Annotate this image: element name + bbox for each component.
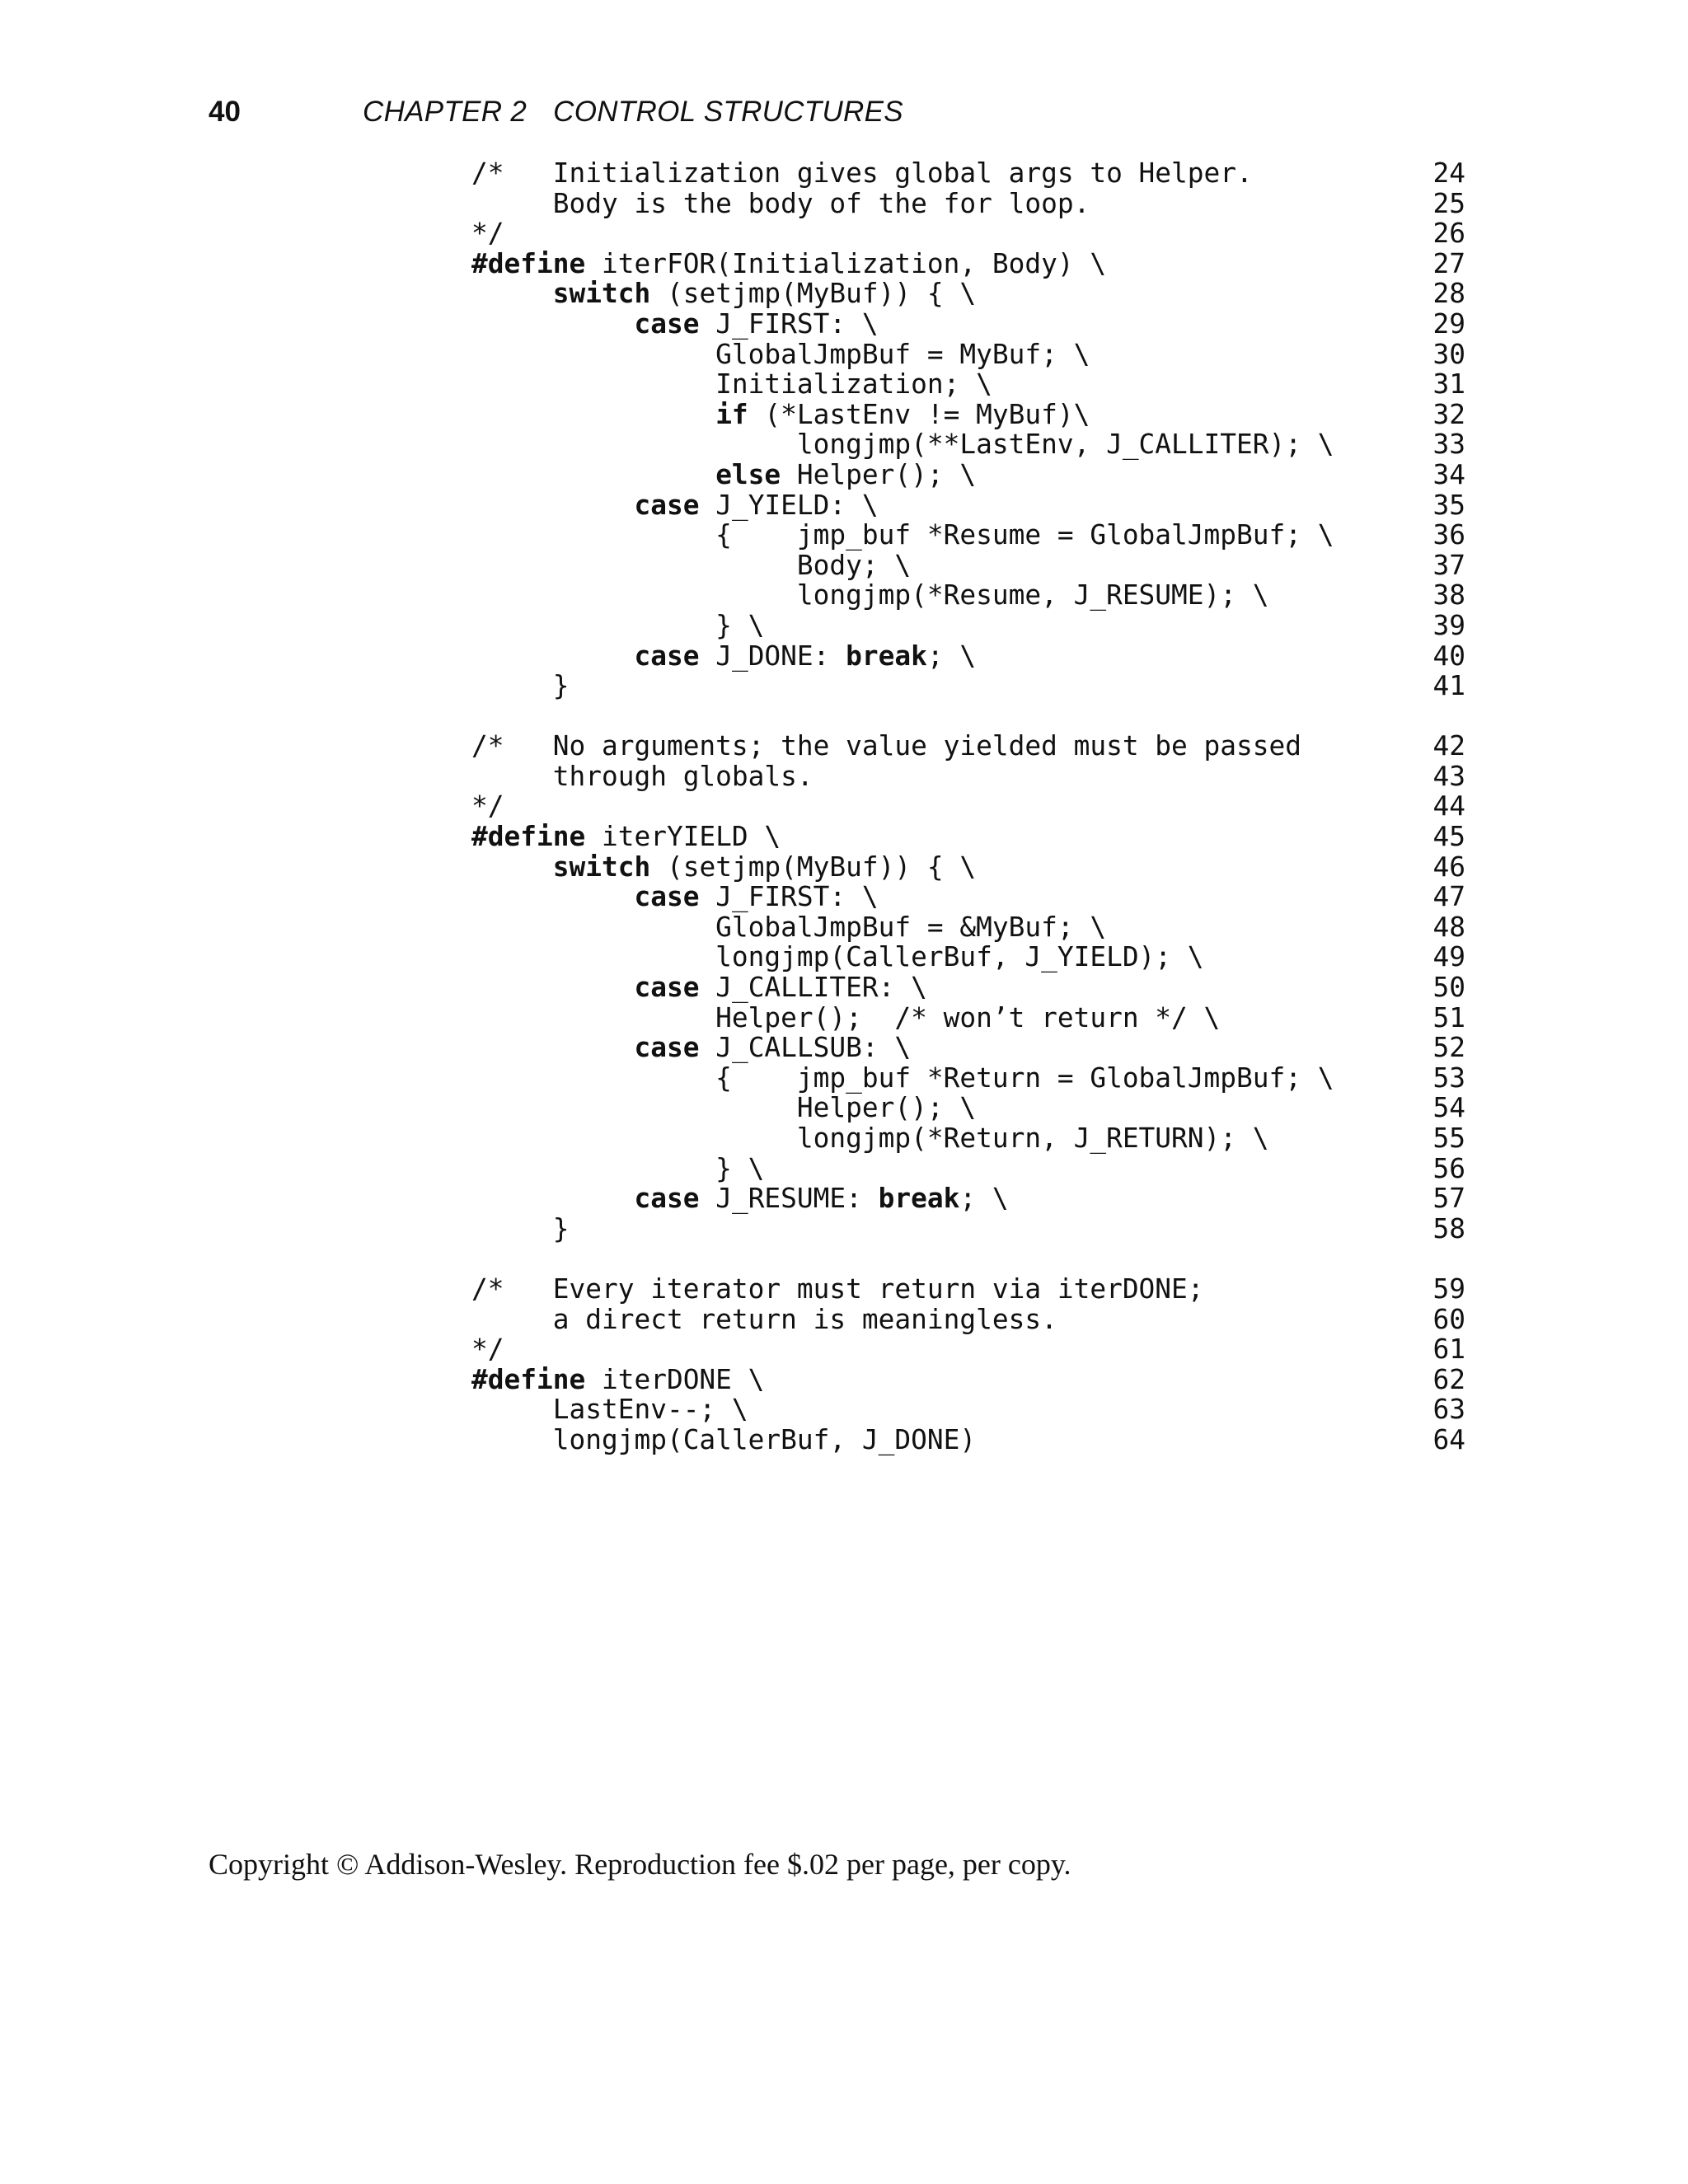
code-line (471, 1394, 1465, 1425)
code-text (471, 731, 1301, 762)
code-text (471, 580, 1269, 611)
code-text (471, 1305, 1057, 1335)
code-token: } \ (471, 609, 765, 641)
line-number: 63 (1432, 1394, 1465, 1426)
code-token (471, 459, 715, 490)
code-text (471, 1154, 764, 1184)
code-token: } \ (471, 1152, 765, 1184)
code-keyword: else (715, 458, 781, 490)
code-text (471, 1093, 976, 1123)
line-number: 50 (1432, 972, 1465, 1004)
code-keyword: #define (471, 821, 586, 853)
line-number: 35 (1432, 489, 1465, 521)
line-number: 34 (1432, 458, 1465, 490)
code-token: } (471, 670, 570, 702)
line-number: 51 (1432, 1001, 1465, 1033)
code-line (471, 641, 1465, 672)
code-text (471, 279, 976, 309)
code-text (471, 611, 764, 641)
line-number: 58 (1432, 1212, 1465, 1244)
code-token: longjmp(*Return, J_RETURN); \ (471, 1122, 1269, 1154)
code-line (471, 340, 1465, 370)
code-text (471, 400, 1090, 430)
code-line (471, 1305, 1465, 1335)
code-keyword: switch (552, 278, 651, 310)
code-token: */ (471, 790, 504, 823)
code-keyword: #define (471, 247, 586, 279)
code-token: J_FIRST: \ (699, 307, 879, 340)
code-token: LastEnv--; \ (471, 1394, 748, 1426)
line-number: 41 (1432, 670, 1465, 702)
line-number: 62 (1432, 1363, 1465, 1395)
code-text (471, 791, 504, 822)
line-number: 49 (1432, 941, 1465, 973)
code-text (471, 1033, 911, 1063)
line-number: 60 (1432, 1303, 1465, 1335)
code-token (471, 851, 553, 883)
code-line (471, 580, 1465, 611)
code-text (471, 189, 1090, 219)
code-token (471, 399, 715, 430)
code-token: ; \ (926, 640, 977, 672)
section-title: CONTROL STRUCTURES (553, 96, 903, 128)
code-line (471, 791, 1465, 822)
code-line (471, 912, 1465, 943)
code-line (471, 882, 1465, 912)
code-token: (setjmp(MyBuf)) { \ (650, 278, 977, 310)
code-line (471, 972, 1465, 1003)
code-line (471, 762, 1465, 792)
code-line (471, 158, 1465, 189)
code-token: { jmp_buf *Return = GlobalJmpBuf; \ (471, 1062, 1334, 1094)
blank-line (471, 1244, 1465, 1274)
line-number: 46 (1432, 851, 1465, 883)
copyright-notice: Copyright © Addison-Wesley. Reproduction fee $.02 per page, per copy. (209, 1848, 1071, 1881)
code-listing (471, 158, 1465, 1455)
code-keyword: case (634, 1032, 700, 1064)
code-token (471, 1183, 634, 1214)
code-line (471, 1425, 1465, 1455)
code-token: } (471, 1212, 570, 1244)
line-number: 53 (1432, 1062, 1465, 1094)
code-token: J_CALLITER: \ (699, 972, 927, 1004)
code-line (471, 731, 1465, 762)
code-line (471, 369, 1465, 400)
code-text (471, 1063, 1334, 1094)
code-keyword: #define (471, 1363, 586, 1395)
code-keyword: case (634, 640, 700, 672)
code-line (471, 1063, 1465, 1094)
line-number: 54 (1432, 1092, 1465, 1124)
code-token (471, 881, 634, 912)
code-line (471, 218, 1465, 249)
line-number: 43 (1432, 760, 1465, 792)
line-number: 26 (1432, 218, 1465, 250)
code-line (471, 551, 1465, 581)
code-line (471, 249, 1465, 279)
code-token (471, 308, 634, 340)
code-token: iterFOR(Initialization, Body) \ (585, 247, 1107, 279)
code-line (471, 1154, 1465, 1184)
code-text (471, 460, 976, 490)
line-number: 42 (1432, 730, 1465, 762)
line-number: 57 (1432, 1183, 1465, 1215)
line-number: 45 (1432, 821, 1465, 853)
code-text (471, 158, 1253, 189)
code-token: Body is the body of the for loop. (471, 187, 1090, 219)
code-token: Initialization; \ (471, 368, 992, 401)
code-text (471, 762, 814, 792)
line-number: 27 (1432, 247, 1465, 279)
code-token (471, 640, 634, 672)
code-line (471, 189, 1465, 219)
line-number: 59 (1432, 1272, 1465, 1305)
code-keyword: case (634, 881, 700, 913)
line-number: 33 (1432, 429, 1465, 461)
code-text (471, 1214, 569, 1244)
code-token (471, 972, 634, 1003)
code-token: { jmp_buf *Resume = GlobalJmpBuf; \ (471, 519, 1334, 551)
code-text (471, 1183, 1009, 1214)
code-token: /* No arguments; the value yielded must be passed (471, 730, 1302, 762)
code-text (471, 912, 1106, 943)
code-line (471, 1093, 1465, 1123)
code-line (471, 942, 1465, 972)
code-token: */ (471, 218, 504, 250)
code-token: /* Every iterator must return via iterDONE; (471, 1272, 1204, 1305)
code-token: through globals. (471, 760, 814, 792)
blank-line (471, 701, 1465, 732)
code-token: J_FIRST: \ (699, 881, 879, 913)
code-text (471, 218, 504, 249)
code-text (471, 822, 781, 852)
code-line (471, 1183, 1465, 1214)
code-line (471, 611, 1465, 641)
code-line (471, 822, 1465, 852)
code-text (471, 641, 976, 672)
code-token (471, 490, 634, 521)
page-number: 40 (209, 96, 241, 128)
code-token: (*LastEnv != MyBuf)\ (748, 398, 1090, 430)
code-text (471, 369, 992, 400)
code-line (471, 460, 1465, 490)
code-token: Body; \ (471, 549, 912, 581)
line-number: 37 (1432, 549, 1465, 581)
code-token: GlobalJmpBuf = &MyBuf; \ (471, 911, 1107, 943)
line-number: 47 (1432, 881, 1465, 913)
code-text (471, 942, 1204, 972)
line-number: 29 (1432, 307, 1465, 340)
line-number: 31 (1432, 368, 1465, 401)
code-keyword: case (634, 307, 700, 340)
line-number: 36 (1432, 519, 1465, 551)
code-keyword: switch (552, 851, 651, 883)
code-line (471, 309, 1465, 340)
code-text (471, 551, 911, 581)
code-line (471, 1334, 1465, 1365)
line-number: 25 (1432, 187, 1465, 219)
code-token: longjmp(**LastEnv, J_CALLITER); \ (471, 429, 1334, 461)
code-line (471, 1003, 1465, 1033)
running-head (363, 92, 903, 132)
code-line (471, 671, 1465, 701)
line-number: 61 (1432, 1333, 1465, 1366)
code-keyword: if (715, 398, 748, 430)
code-text (471, 1274, 1204, 1305)
code-token: J_YIELD: \ (699, 489, 879, 521)
code-line (471, 1365, 1465, 1395)
code-text (471, 490, 879, 521)
code-text (471, 1334, 504, 1365)
code-token: (setjmp(MyBuf)) { \ (650, 851, 977, 883)
code-line (471, 400, 1465, 430)
code-token (471, 278, 553, 309)
code-text (471, 972, 927, 1003)
code-text (471, 520, 1334, 551)
code-text (471, 882, 879, 912)
code-text (471, 1123, 1269, 1154)
code-text (471, 1365, 764, 1395)
code-line (471, 490, 1465, 521)
code-token: J_DONE: (699, 640, 846, 672)
code-token: a direct return is meaningless. (471, 1303, 1057, 1335)
code-line (471, 852, 1465, 883)
code-keyword: case (634, 1183, 700, 1215)
code-token: J_CALLSUB: \ (699, 1032, 912, 1064)
line-number: 48 (1432, 911, 1465, 943)
line-number: 40 (1432, 640, 1465, 672)
code-token: J_RESUME: (699, 1183, 879, 1215)
code-text (471, 309, 879, 340)
code-keyword: case (634, 972, 700, 1004)
code-line (471, 520, 1465, 551)
code-text (471, 1394, 748, 1425)
code-keyword: break (846, 640, 927, 672)
code-text (471, 429, 1334, 460)
code-token: longjmp(*Resume, J_RESUME); \ (471, 579, 1269, 612)
code-text (471, 852, 976, 883)
code-token: longjmp(CallerBuf, J_YIELD); \ (471, 941, 1204, 973)
line-number: 44 (1432, 790, 1465, 823)
code-token: longjmp(CallerBuf, J_DONE) (471, 1423, 977, 1455)
code-token: Helper(); \ (471, 1092, 977, 1124)
line-number: 24 (1432, 157, 1465, 189)
code-text (471, 249, 1106, 279)
code-token (471, 1032, 634, 1063)
code-token: iterDONE \ (585, 1363, 765, 1395)
line-number: 64 (1432, 1423, 1465, 1455)
code-keyword: break (878, 1183, 960, 1215)
line-number: 38 (1432, 579, 1465, 612)
code-line (471, 1123, 1465, 1154)
code-token: Helper(); /* won’t return */ \ (471, 1001, 1221, 1033)
code-token: */ (471, 1333, 504, 1366)
code-text (471, 1003, 1220, 1033)
code-token: /* Initialization gives global args to Helper. (471, 157, 1253, 189)
code-keyword: case (634, 489, 700, 521)
code-line (471, 1274, 1465, 1305)
code-text (471, 1425, 976, 1455)
code-line (471, 1214, 1465, 1244)
line-number: 28 (1432, 278, 1465, 310)
code-line (471, 279, 1465, 309)
code-token: Helper(); \ (781, 458, 977, 490)
code-token: iterYIELD \ (585, 821, 781, 853)
code-line (471, 429, 1465, 460)
chapter-label: CHAPTER 2 (363, 96, 528, 128)
line-number: 30 (1432, 338, 1465, 370)
code-token: GlobalJmpBuf = MyBuf; \ (471, 338, 1090, 370)
code-line (471, 1033, 1465, 1063)
code-token: ; \ (959, 1183, 1009, 1215)
line-number: 52 (1432, 1032, 1465, 1064)
line-number: 32 (1432, 398, 1465, 430)
line-number: 55 (1432, 1122, 1465, 1154)
code-text (471, 340, 1090, 370)
line-number: 39 (1432, 609, 1465, 641)
code-text (471, 671, 569, 701)
line-number: 56 (1432, 1152, 1465, 1184)
